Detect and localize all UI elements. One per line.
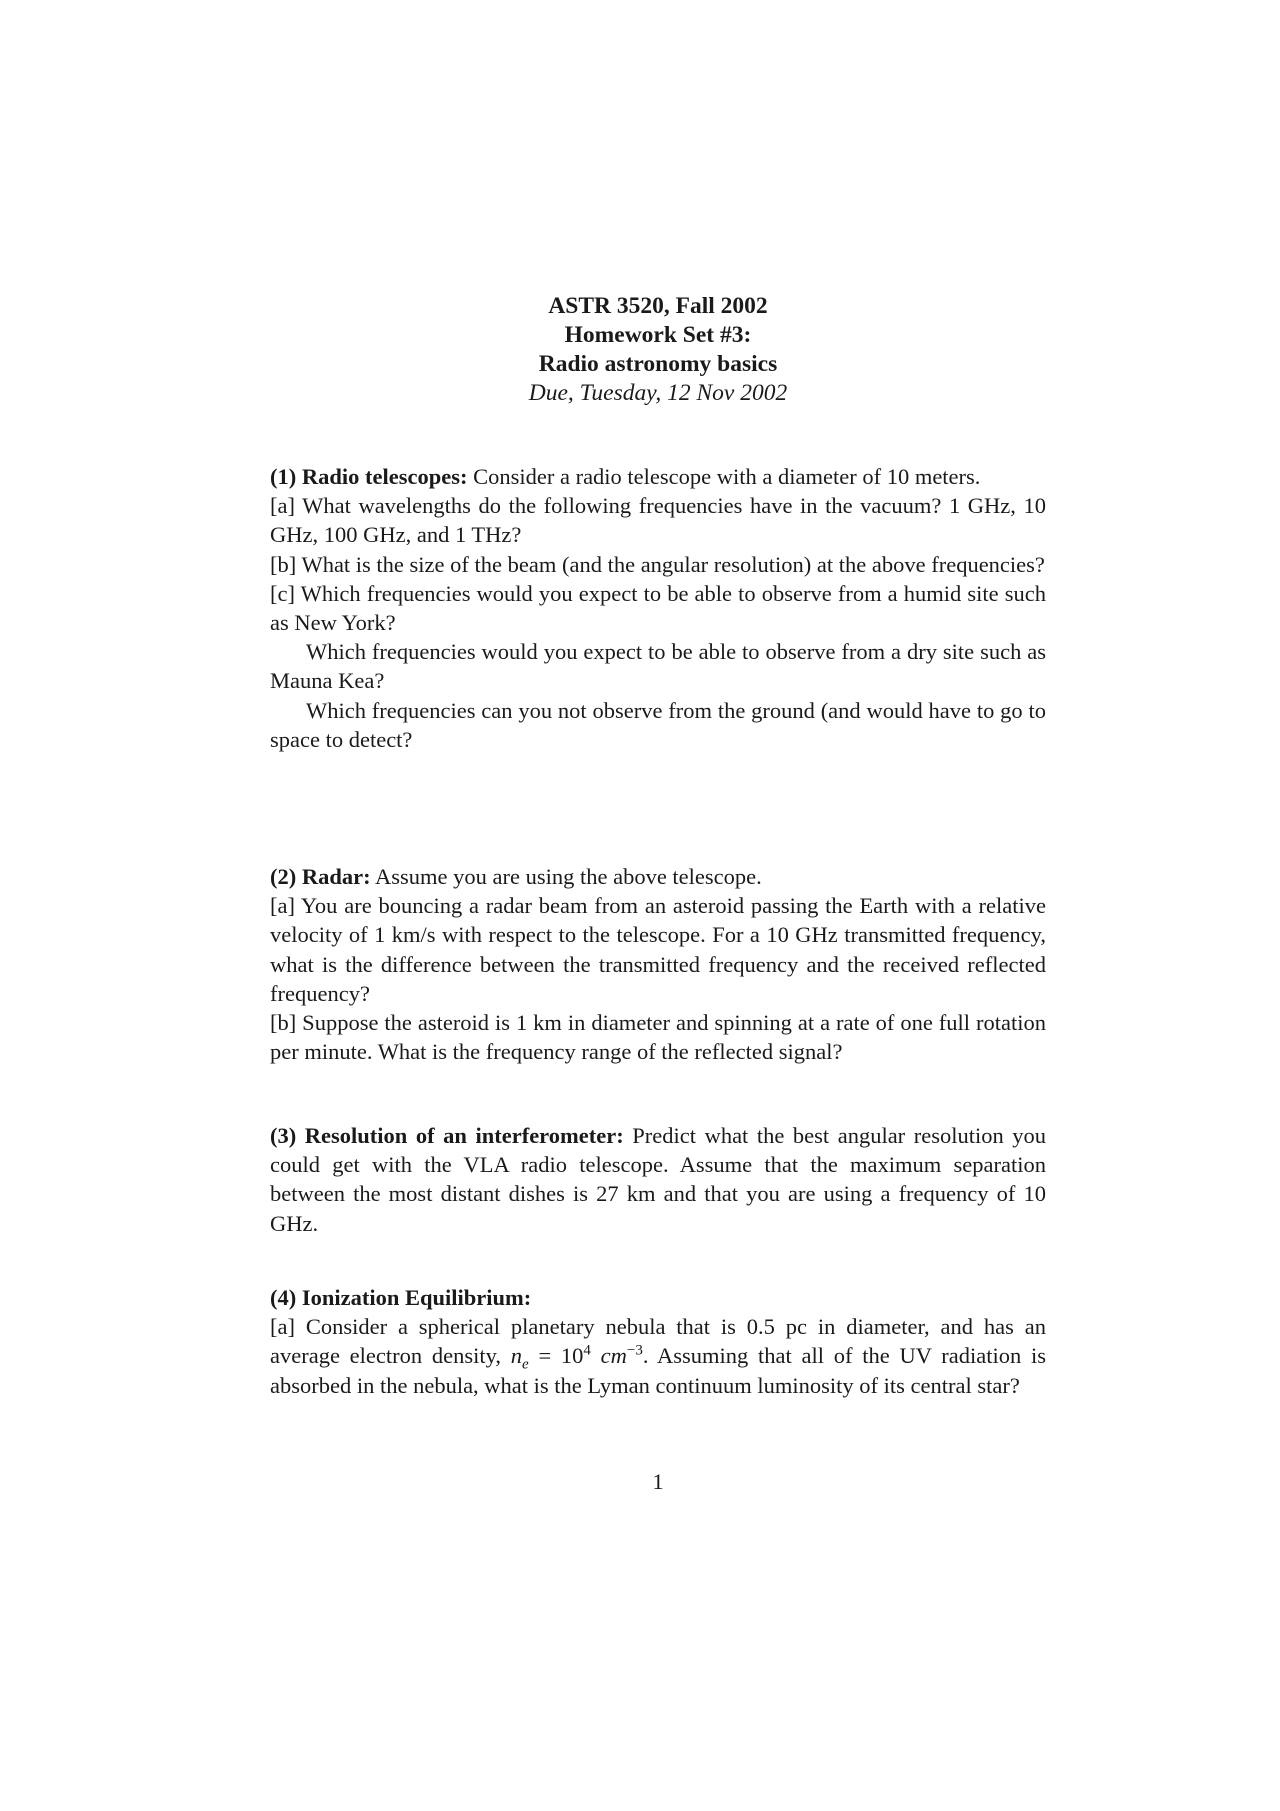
- problem-2-heading: (2) Radar:: [270, 864, 371, 889]
- problem-2-part-a: [a] You are bouncing a radar beam from an asteroid passing the Earth with a relative velocity of 1 km/s with respect to the telescope. For a 10 GHz transmitted frequency, what is the difference between the transmitted frequency and the received reflected frequency?: [270, 893, 1046, 1006]
- problem-2-intro: [270, 862, 1046, 891]
- problem-4-part-a: [270, 1312, 1046, 1400]
- problem-1-heading: (1) Radio telescopes:: [270, 464, 468, 489]
- problem-3-text: Predict what the best angular resolution you could get with the VLA radio telescope. Assume that the maximum separation between the most distant dishes is 27 km and that you are using a frequency of 10 GHz.: [270, 1123, 1047, 1236]
- problem-1-part-c-dry: Which frequencies would you expect to be able to observe from a dry site such as Mauna Kea?: [270, 639, 1046, 694]
- problem-4-part-a-text: [a] Consider a spherical planetary nebula that is 0.5 pc in diameter, and has an average electron density,: [270, 1314, 1046, 1369]
- homework-set-title: Homework Set #3:: [564, 322, 752, 348]
- problem-4-part-a-rest: . Assuming that all of the UV radiation is absorbed in the nebula, what is the Lyman continuum luminosity of its central star?: [270, 1343, 1046, 1398]
- electron-density-exponent: 4: [583, 1342, 591, 1359]
- problem-1-intro-text: Consider a radio telescope with a diameter of 10 meters.: [473, 464, 981, 489]
- problem-1-part-a: [a] What wavelengths do the following frequencies have in the vacuum? 1 GHz, 10 GHz, 100 GHz, and 1 THz?: [270, 493, 1046, 548]
- course-title: ASTR 3520, Fall 2002: [548, 293, 768, 319]
- density-unit: cm: [600, 1343, 627, 1369]
- density-unit-exponent: −3: [626, 1342, 643, 1359]
- problem-2-part-b: [b] Suppose the asteroid is 1 km in diameter and spinning at a rate of one full rotation per minute. What is the frequency range of the reflected signal?: [270, 1010, 1046, 1065]
- problem-3-body: [270, 1121, 1046, 1238]
- problem-1-part-c: [c] Which frequencies would you expect to be able to observe from a humid site such as New York?: [270, 580, 1046, 636]
- problem-3-heading: (3) Resolution of an interferometer:: [270, 1123, 624, 1148]
- problem-3: [270, 1121, 1046, 1238]
- electron-density-symbol: n: [510, 1343, 523, 1369]
- page-number: 1: [652, 1469, 664, 1494]
- problem-2: [270, 862, 1046, 1066]
- problem-2-intro-text: Assume you are using the above telescope.: [375, 864, 762, 889]
- problem-1-intro: [270, 462, 1046, 491]
- problem-4: [270, 1283, 1046, 1400]
- problem-1-part-c-space: Which frequencies can you not observe from the ground (and would have to go to space to detect?: [270, 697, 1046, 752]
- due-date: Due, Tuesday, 12 Nov 2002: [528, 380, 788, 406]
- electron-density-value: = 10: [538, 1343, 584, 1369]
- problem-1: [270, 462, 1046, 754]
- problem-4-heading: (4) Ionization Equilibrium:: [270, 1285, 532, 1310]
- title-block: [270, 292, 1046, 408]
- topic-title: Radio astronomy basics: [538, 351, 778, 377]
- problem-1-part-b: [b] What is the size of the beam (and the angular resolution) at the above frequencies?: [270, 551, 1045, 577]
- electron-density-subscript: e: [522, 1356, 529, 1373]
